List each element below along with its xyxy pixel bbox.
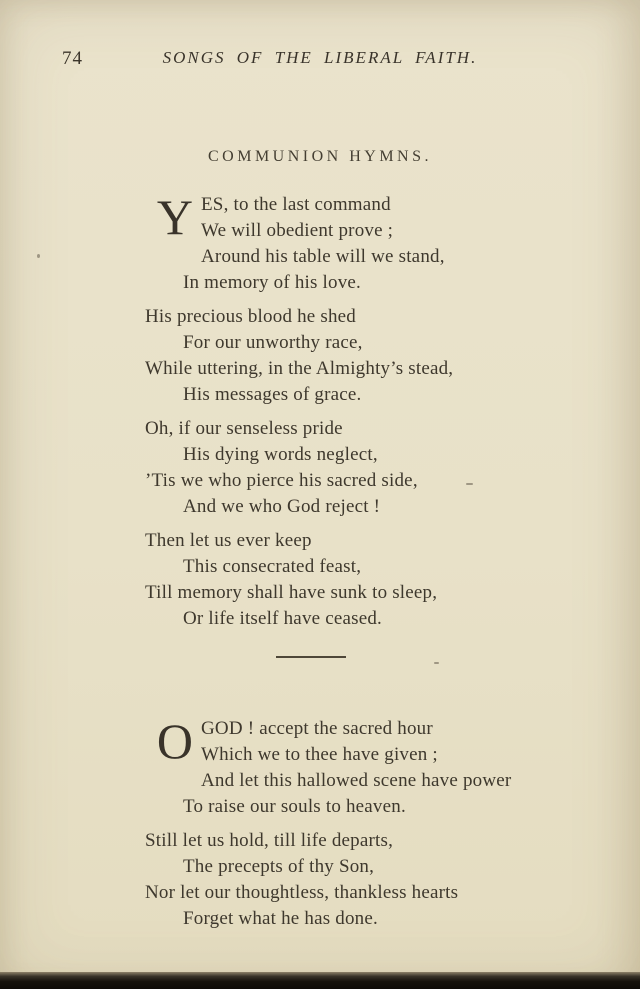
- page-header: [0, 0, 640, 72]
- hymn-1: [145, 189, 640, 632]
- scan-edge-bar: [0, 972, 640, 989]
- running-title: SONGS OF THE LIBERAL FAITH.: [162, 48, 478, 67]
- poem-line: His dying words neglect,: [183, 444, 378, 465]
- stanza: [145, 528, 640, 632]
- poem-line: Which we to thee have given ;: [201, 744, 438, 765]
- poem-line: And we who God reject !: [183, 496, 381, 517]
- section-divider: [276, 656, 346, 658]
- poem-line: His messages of grace.: [183, 384, 362, 405]
- section-heading: COMMUNION HYMNS.: [207, 148, 432, 165]
- poem-line: ES, to the last command: [201, 194, 391, 215]
- scan-speck: [466, 483, 473, 485]
- poem-line: The precepts of thy Son,: [183, 856, 375, 877]
- poem-line: Till memory shall have sunk to sleep,: [145, 582, 438, 603]
- poem-line: Nor let our thoughtless, thankless hearts: [145, 882, 459, 903]
- scan-speck: [434, 662, 439, 664]
- poem-line: We will obedient prove ;: [201, 220, 394, 241]
- stanza: [145, 189, 640, 296]
- page-number: 74: [62, 48, 83, 69]
- drop-cap: Y: [156, 189, 194, 245]
- poem-line: This consecrated feast,: [183, 556, 362, 577]
- poem-line: ’Tis we who pierce his sacred side,: [145, 470, 418, 491]
- stanza: [145, 713, 640, 820]
- poem-line: His precious blood he shed: [145, 306, 356, 327]
- scan-speck: [37, 254, 40, 258]
- poem-line: Forget what he has done.: [183, 908, 378, 929]
- drop-cap: O: [156, 713, 194, 769]
- stanza: [145, 828, 640, 932]
- poem-line: Then let us ever keep: [145, 530, 312, 551]
- poem-line: In memory of his love.: [183, 272, 362, 293]
- poem-line: For our unworthy race,: [183, 332, 363, 353]
- stanza: [145, 304, 640, 408]
- stanza: [145, 416, 640, 520]
- poem-line: GOD ! accept the sacred hour: [201, 718, 433, 739]
- hymn-2: [145, 713, 640, 932]
- poem-line: And let this hallowed scene have power: [201, 770, 512, 791]
- poem-line: Around his table will we stand,: [201, 246, 445, 267]
- poem-line: Oh, if our senseless pride: [145, 418, 343, 439]
- poem-line: While uttering, in the Almighty’s stead,: [145, 358, 454, 379]
- poem-line: To raise our souls to heaven.: [183, 796, 406, 817]
- poem-line: Or life itself have ceased.: [183, 608, 382, 629]
- poem-line: Still let us hold, till life departs,: [145, 830, 394, 851]
